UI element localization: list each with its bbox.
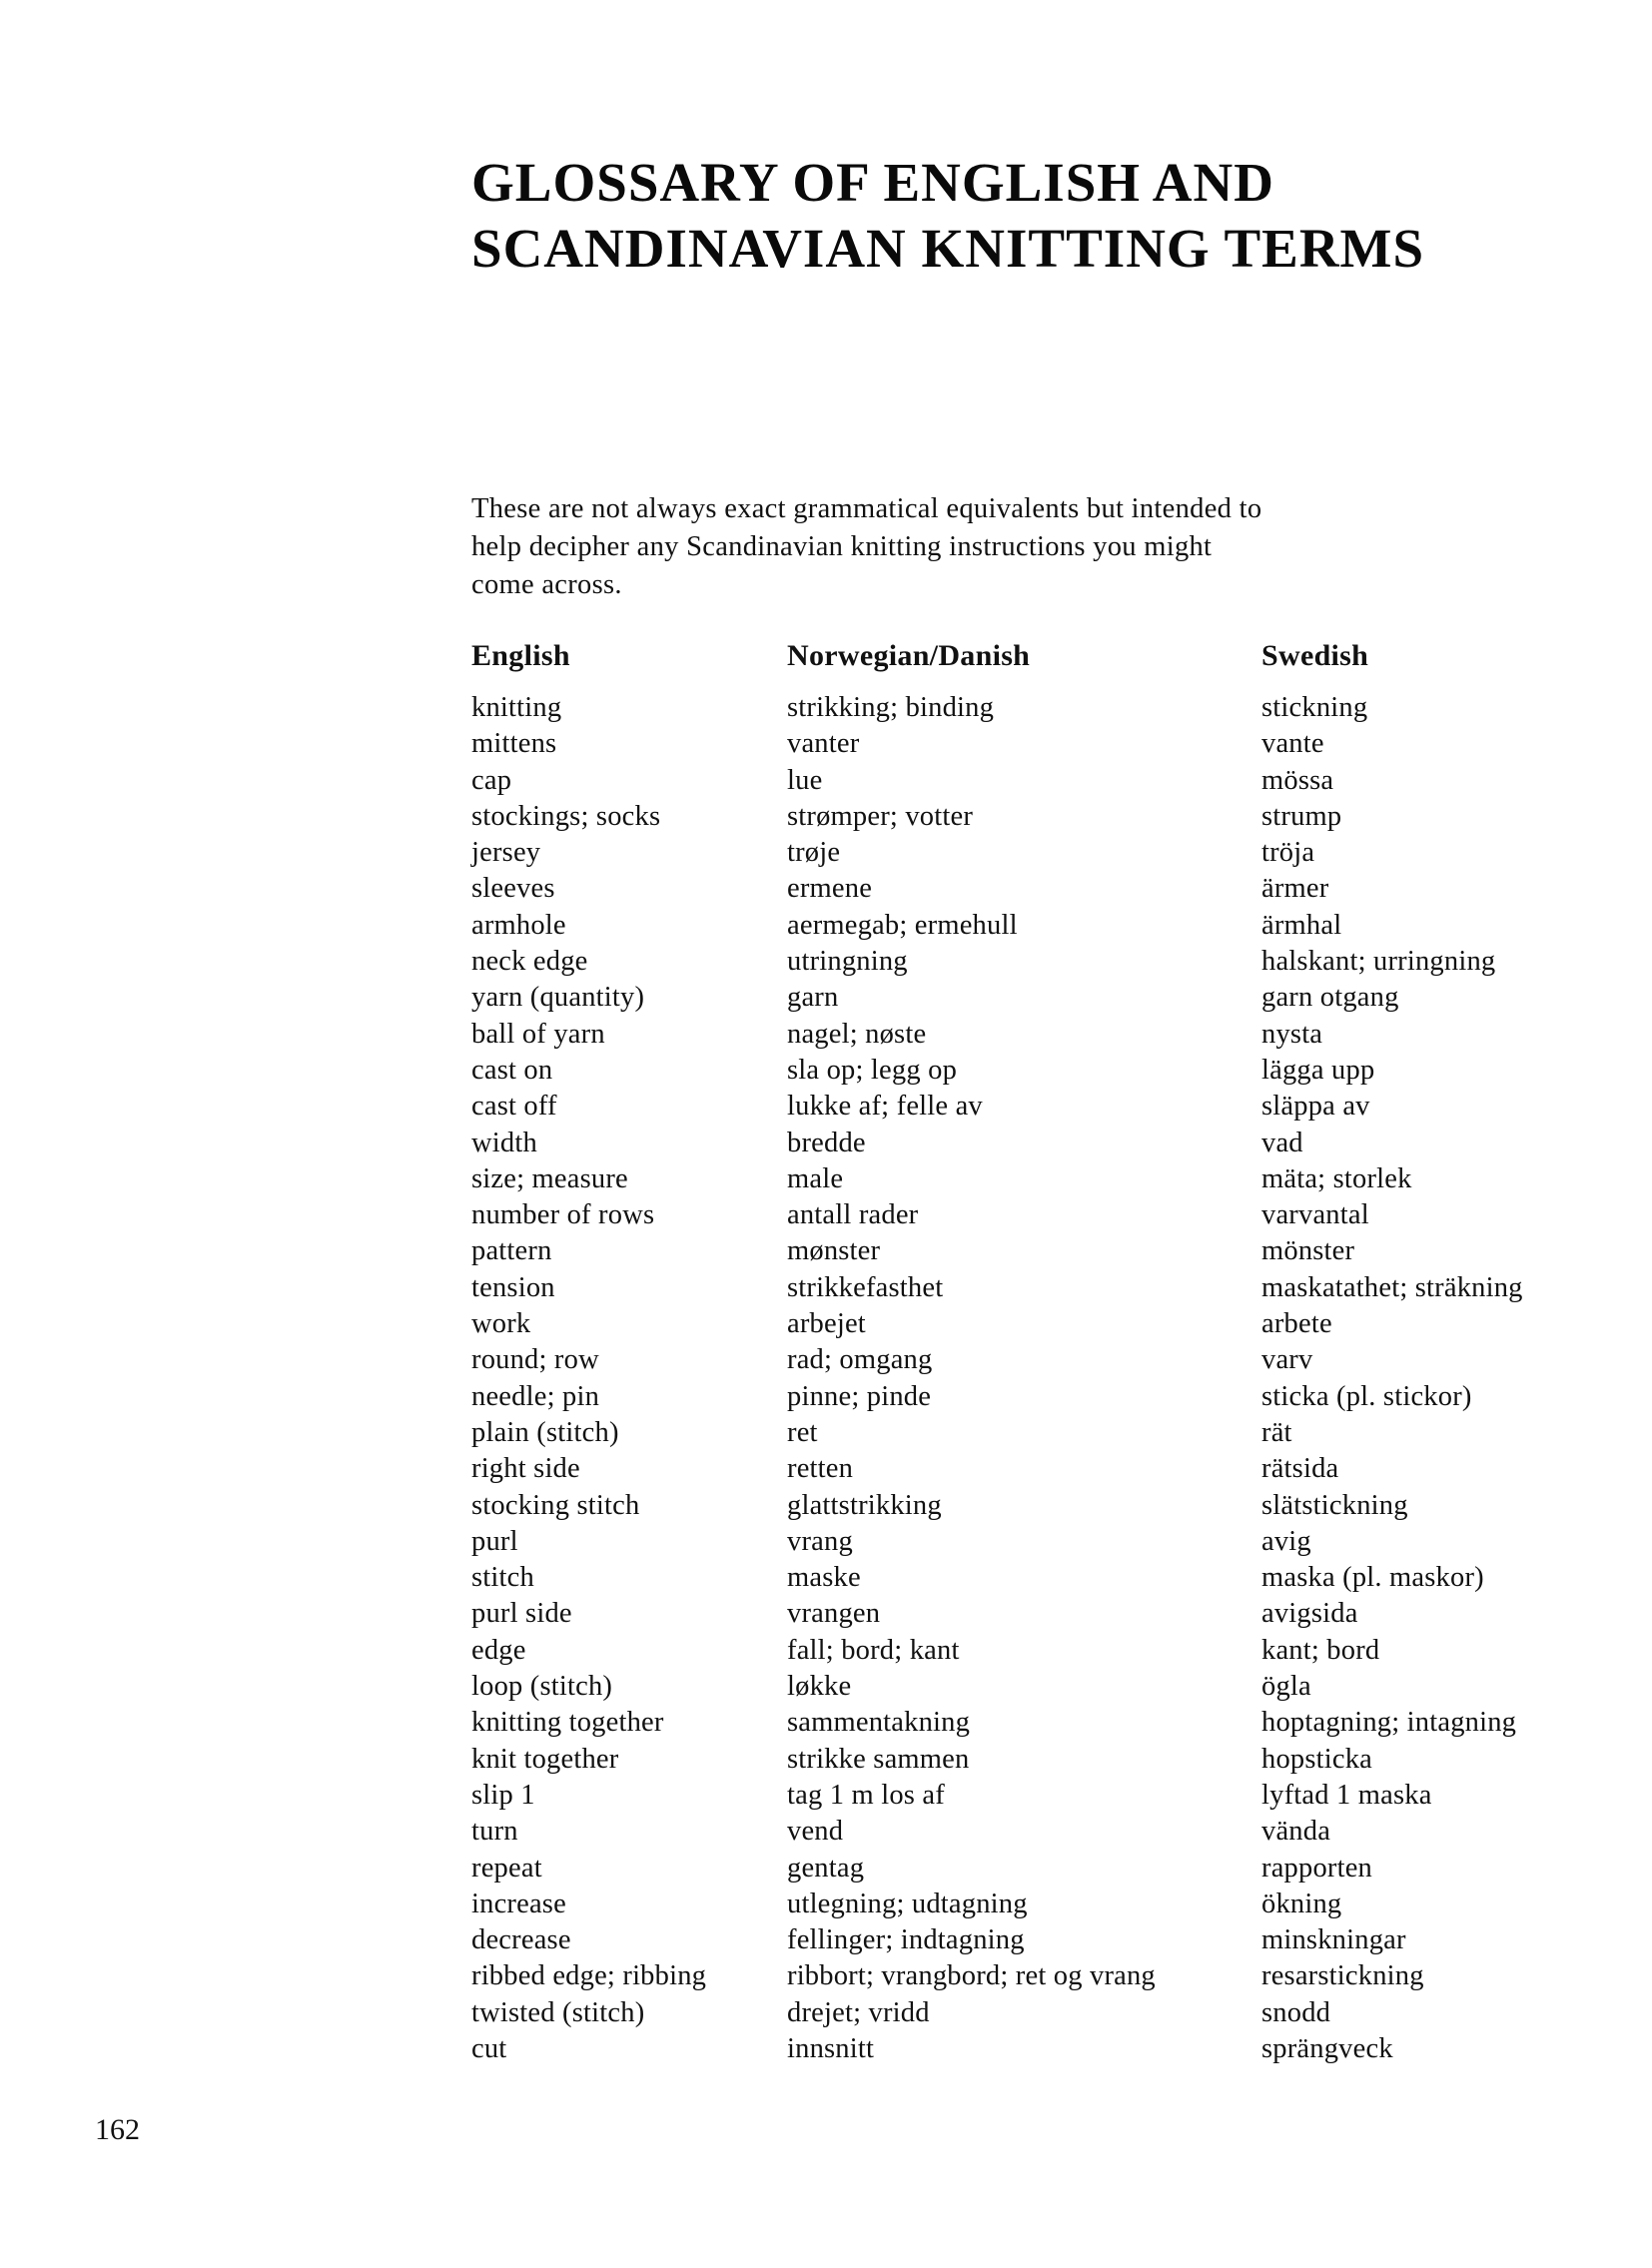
english-term: knitting — [471, 692, 562, 723]
swedish-term: tröja — [1261, 837, 1315, 869]
table-row — [471, 799, 1620, 835]
swedish-term: ärmer — [1261, 873, 1329, 905]
swedish-term: resarstickning — [1261, 1960, 1424, 1992]
english-term: work — [471, 1308, 531, 1340]
table-row — [471, 690, 1620, 726]
table-row — [471, 835, 1620, 871]
swedish-term: avig — [1261, 1525, 1311, 1557]
english-term: pattern — [471, 1235, 552, 1267]
norwegian-danish-term: ermene — [787, 873, 873, 905]
table-row — [471, 1197, 1620, 1233]
swedish-term: mäta; storlek — [1261, 1162, 1412, 1194]
swedish-term: minskningar — [1261, 1924, 1406, 1956]
page-title — [471, 150, 1570, 282]
english-term: cut — [471, 2032, 507, 2064]
swedish-term: släppa av — [1261, 1091, 1370, 1123]
swedish-term: avigsida — [1261, 1598, 1358, 1630]
table-row — [471, 726, 1620, 762]
english-term: yarn (quantity) — [471, 982, 645, 1014]
swedish-term: slätstickning — [1261, 1489, 1408, 1521]
english-term: width — [471, 1127, 537, 1158]
swedish-term: stickning — [1261, 692, 1368, 723]
table-row — [471, 1415, 1620, 1451]
norwegian-danish-term: vend — [787, 1816, 844, 1848]
swedish-term: mössa — [1261, 764, 1334, 796]
title-line-1: GLOSSARY OF ENGLISH AND — [471, 152, 1274, 213]
header-norwegian-danish: Norwegian/Danish — [787, 639, 1031, 672]
table-row — [471, 1126, 1620, 1161]
english-term: purl — [471, 1525, 518, 1557]
english-term: cast on — [471, 1054, 553, 1086]
english-term: stocking stitch — [471, 1489, 640, 1521]
english-term: twisted (stitch) — [471, 1996, 645, 2028]
norwegian-danish-term: arbejet — [787, 1308, 866, 1340]
english-term: cast off — [471, 1091, 557, 1123]
english-term: increase — [471, 1888, 566, 1919]
table-row — [471, 1922, 1620, 1958]
english-term: plain (stitch) — [471, 1416, 619, 1448]
norwegian-danish-term: male — [787, 1162, 844, 1194]
norwegian-danish-term: utlegning; udtagning — [787, 1888, 1028, 1919]
swedish-term: strump — [1261, 800, 1342, 832]
table-row — [471, 1851, 1620, 1887]
table-row — [471, 1488, 1620, 1524]
swedish-term: garn otgang — [1261, 982, 1399, 1014]
table-row — [471, 1089, 1620, 1125]
table-row — [471, 763, 1620, 799]
swedish-term: hopsticka — [1261, 1743, 1373, 1775]
norwegian-danish-term: sla op; legg op — [787, 1054, 958, 1086]
swedish-term: ärmhal — [1261, 909, 1342, 941]
swedish-term: lägga upp — [1261, 1054, 1375, 1086]
swedish-term: maskatathet; sträkning — [1261, 1271, 1523, 1303]
swedish-term: sticka (pl. stickor) — [1261, 1380, 1472, 1412]
norwegian-danish-term: glattstrikking — [787, 1489, 942, 1521]
norwegian-danish-term: trøje — [787, 837, 841, 869]
english-term: knitting together — [471, 1707, 664, 1739]
norwegian-danish-term: gentag — [787, 1852, 865, 1884]
header-swedish: Swedish — [1261, 639, 1369, 672]
table-row — [471, 1596, 1620, 1632]
swedish-term: vante — [1261, 728, 1324, 760]
english-term: ribbed edge; ribbing — [471, 1960, 707, 1992]
table-row — [471, 944, 1620, 980]
norwegian-danish-term: lukke af; felle av — [787, 1091, 983, 1123]
swedish-term: mönster — [1261, 1235, 1355, 1267]
norwegian-danish-term: tag 1 m los af — [787, 1779, 945, 1811]
norwegian-danish-term: mønster — [787, 1235, 881, 1267]
table-row — [471, 1524, 1620, 1560]
english-term: ball of yarn — [471, 1018, 605, 1050]
norwegian-danish-term: vrangen — [787, 1598, 881, 1630]
table-row — [471, 1995, 1620, 2031]
norwegian-danish-term: strikking; binding — [787, 692, 995, 723]
table-row — [471, 1451, 1620, 1487]
intro-line-3: come across. — [471, 569, 622, 600]
table-row — [471, 1053, 1620, 1089]
swedish-term: rät — [1261, 1416, 1292, 1448]
norwegian-danish-term: ribbort; vrangbord; ret og vrang — [787, 1960, 1156, 1992]
english-term: tension — [471, 1271, 555, 1303]
table-row — [471, 1017, 1620, 1053]
table-row — [471, 1161, 1620, 1197]
table-row — [471, 1958, 1620, 1994]
norwegian-danish-term: ret — [787, 1416, 818, 1448]
table-row — [471, 1669, 1620, 1705]
english-term: mittens — [471, 728, 557, 760]
norwegian-danish-term: antall rader — [787, 1199, 919, 1231]
swedish-term: varvantal — [1261, 1199, 1369, 1231]
table-row — [471, 871, 1620, 907]
table-row — [471, 1379, 1620, 1415]
english-term: loop (stitch) — [471, 1671, 613, 1703]
english-term: purl side — [471, 1598, 572, 1630]
swedish-term: snodd — [1261, 1996, 1331, 2028]
english-term: decrease — [471, 1924, 571, 1956]
english-term: right side — [471, 1453, 580, 1485]
english-term: stockings; socks — [471, 800, 661, 832]
english-term: slip 1 — [471, 1779, 535, 1811]
swedish-term: rätsida — [1261, 1453, 1339, 1485]
norwegian-danish-term: garn — [787, 982, 839, 1014]
table-row — [471, 1633, 1620, 1669]
table-row — [471, 1778, 1620, 1814]
title-line-2: SCANDINAVIAN KNITTING TERMS — [471, 218, 1425, 279]
swedish-term: maska (pl. maskor) — [1261, 1562, 1484, 1594]
intro-line-2: help decipher any Scandinavian knitting instructions you might — [471, 531, 1213, 562]
swedish-term: varv — [1261, 1344, 1313, 1376]
table-row — [471, 1342, 1620, 1378]
english-term: cap — [471, 764, 512, 796]
norwegian-danish-term: retten — [787, 1453, 854, 1485]
norwegian-danish-term: bredde — [787, 1127, 866, 1158]
norwegian-danish-term: maske — [787, 1562, 861, 1594]
english-term: needle; pin — [471, 1380, 600, 1412]
english-term: jersey — [471, 837, 541, 869]
norwegian-danish-term: vanter — [787, 728, 860, 760]
intro-line-1: These are not always exact grammatical equivalents but intended to — [471, 493, 1262, 524]
norwegian-danish-term: fellinger; indtagning — [787, 1924, 1025, 1956]
swedish-term: lyftad 1 maska — [1261, 1779, 1432, 1811]
table-row — [471, 1887, 1620, 1922]
norwegian-danish-term: nagel; nøste — [787, 1018, 927, 1050]
english-term: turn — [471, 1816, 518, 1848]
table-row — [471, 1814, 1620, 1850]
english-term: knit together — [471, 1743, 619, 1775]
norwegian-danish-term: sammentakning — [787, 1707, 971, 1739]
norwegian-danish-term: lue — [787, 764, 823, 796]
norwegian-danish-term: utringning — [787, 946, 908, 978]
swedish-term: vad — [1261, 1127, 1303, 1158]
english-term: stitch — [471, 1562, 534, 1594]
english-term: number of rows — [471, 1199, 655, 1231]
norwegian-danish-term: vrang — [787, 1525, 853, 1557]
table-row — [471, 980, 1620, 1016]
english-term: neck edge — [471, 946, 588, 978]
table-row — [471, 1560, 1620, 1596]
table-row — [471, 1270, 1620, 1306]
norwegian-danish-term: rad; omgang — [787, 1344, 933, 1376]
english-term: size; measure — [471, 1162, 628, 1194]
swedish-term: sprängveck — [1261, 2032, 1393, 2064]
swedish-term: vända — [1261, 1816, 1331, 1848]
norwegian-danish-term: strikkefasthet — [787, 1271, 944, 1303]
swedish-term: rapporten — [1261, 1852, 1372, 1884]
glossary-rows — [471, 690, 1620, 2067]
norwegian-danish-term: innsnitt — [787, 2032, 875, 2064]
header-english: English — [471, 639, 570, 672]
english-term: armhole — [471, 909, 566, 941]
norwegian-danish-term: drejet; vridd — [787, 1996, 930, 2028]
swedish-term: arbete — [1261, 1308, 1332, 1340]
english-term: sleeves — [471, 873, 555, 905]
swedish-term: ökning — [1261, 1888, 1342, 1919]
swedish-term: kant; bord — [1261, 1634, 1380, 1666]
english-term: repeat — [471, 1852, 542, 1884]
norwegian-danish-term: løkke — [787, 1671, 852, 1703]
norwegian-danish-term: strømper; votter — [787, 800, 974, 832]
swedish-term: ögla — [1261, 1671, 1311, 1703]
swedish-term: nysta — [1261, 1018, 1323, 1050]
table-row — [471, 1233, 1620, 1269]
swedish-term: hoptagning; intagning — [1261, 1707, 1517, 1739]
swedish-term: halskant; urringning — [1261, 946, 1496, 978]
english-term: edge — [471, 1634, 526, 1666]
table-row — [471, 908, 1620, 944]
english-term: round; row — [471, 1344, 599, 1376]
page-number: 162 — [95, 2113, 140, 2146]
table-row — [471, 2031, 1620, 2067]
table-row — [471, 1705, 1620, 1741]
norwegian-danish-term: fall; bord; kant — [787, 1634, 960, 1666]
table-row — [471, 1742, 1620, 1778]
norwegian-danish-term: aermegab; ermehull — [787, 909, 1018, 941]
norwegian-danish-term: pinne; pinde — [787, 1380, 932, 1412]
table-row — [471, 1306, 1620, 1342]
intro-paragraph — [471, 490, 1420, 604]
norwegian-danish-term: strikke sammen — [787, 1743, 970, 1775]
